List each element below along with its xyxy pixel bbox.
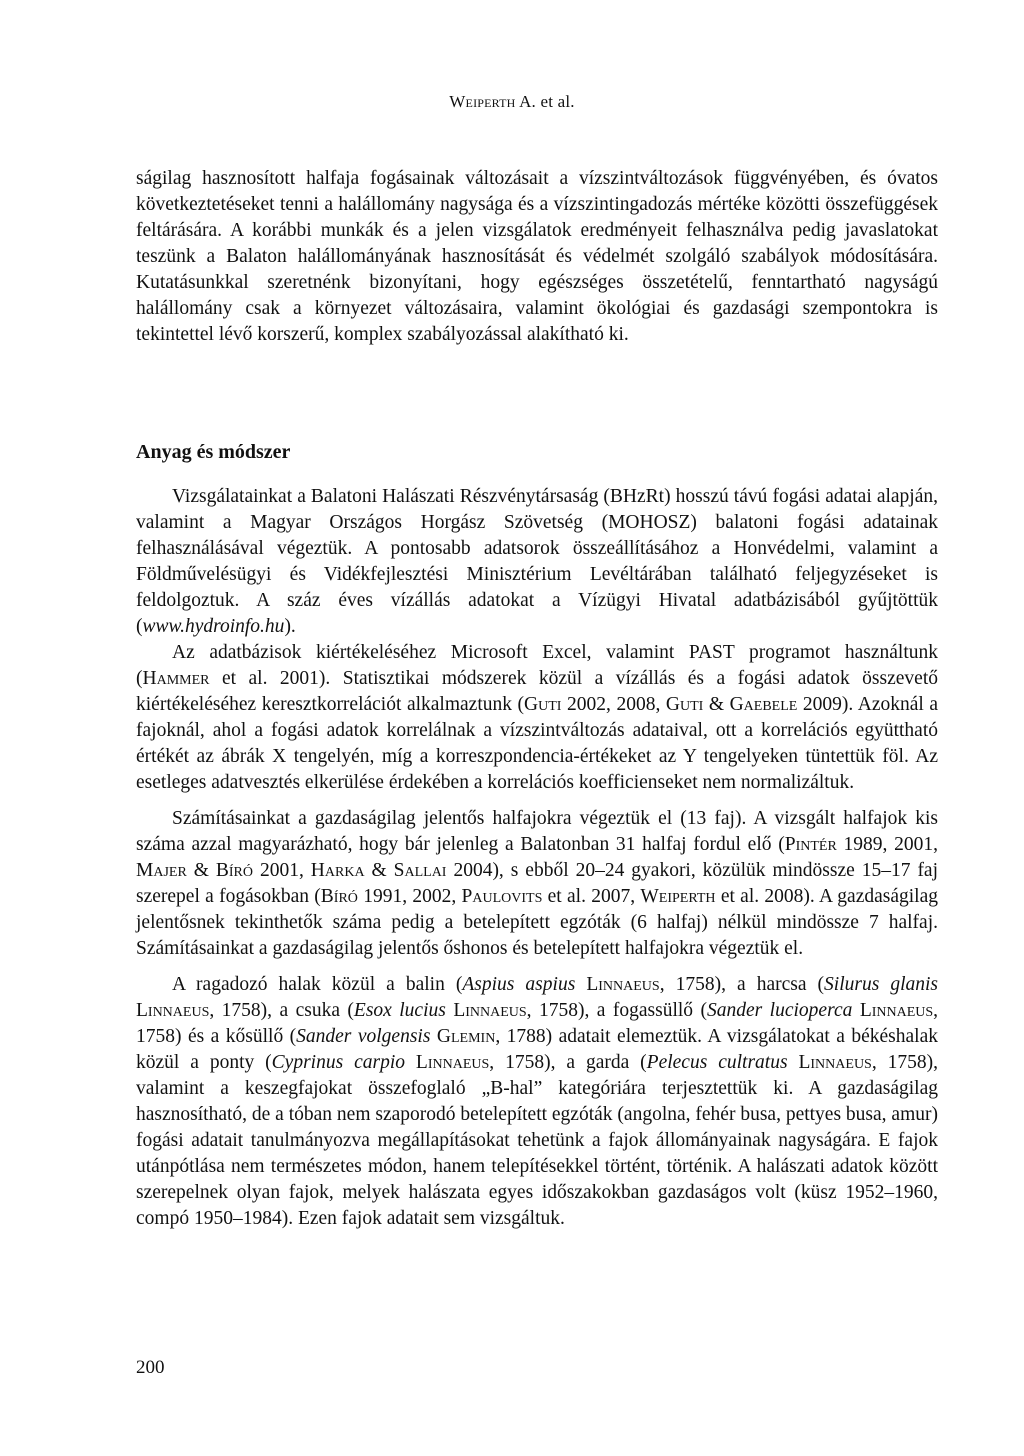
citation-gaebele: Gaebele (729, 694, 798, 715)
running-header (0, 92, 1024, 112)
citation-paulovits: Paulovits (461, 886, 543, 907)
citation-linnaeus-6: Linnaeus (798, 1052, 872, 1073)
p3-a: Számításainkat a gazdaságilag jelentős halfajokra végeztük el (13 faj). A vizsgált halfajok kis száma azzal magyarázható, hogy bár jelenleg a Balatonban 31 halfaj fordul elő ( (136, 808, 938, 855)
citation-linnaeus-1: Linnaeus (586, 974, 660, 995)
intro-paragraph: ságilag hasznosított halfaja fogásainak változásait a vízszintváltozások függvényében, és óvatos következtetéseket tenni a halállomány nagysága és a vízszintingadozás mértéke közötti összefüggések feltárására. A korábbi munkák és a jelen vizsgálatok eredményeit felhasználva pedig javaslatokat teszünk a Balaton halállományának hasznosítását és védelmét szolgáló szabályok módosítására. Kutatásunkkal szeretnénk bizonyítani, hogy egészséges összetételű, fenntartható nagyságú halállomány csak a környezet változásaira, valamint ökológiai és gazdasági szempontokra is tekintettel lévő korszerű, komplex szabályozással alakítható ki. (136, 168, 938, 345)
species-sander-lucioperca: Sander lucioperca (707, 1000, 853, 1021)
intro-paragraph-block (136, 166, 938, 348)
p3-b: 1989, 2001, (836, 834, 938, 855)
p2-c: 2002, 2008, (561, 694, 666, 715)
p4-e: , 1758) és a kősüllő ( (136, 1000, 939, 1047)
species-cyprinus-carpio: Cyprinus carpio (271, 1052, 405, 1073)
p3-c: & (186, 860, 216, 881)
citation-guti-1: Guti (524, 694, 562, 715)
p3-d: 2001, (253, 860, 311, 881)
methods-p1-end: ). (284, 616, 296, 637)
p3-e: & (364, 860, 394, 881)
citation-glemin: Glemin (436, 1026, 496, 1047)
species-silurus-glanis: Silurus glanis (824, 974, 939, 995)
citation-linnaeus-4: Linnaeus (859, 1000, 934, 1021)
p3-f: 2004), s ebből 20–24 gyakori, közülük mindössze 15–17 faj szerepel a fogásokban ( (136, 860, 939, 907)
methods-paragraph-3 (136, 806, 938, 962)
methods-paragraph-1 (136, 484, 938, 640)
p4-h: , 1758), valamint a keszegfajokat összefoglaló „B-hal” kategóriára terjesztettük ki. A gazdaságilag hasznosítható, de a tóban nem szaporodó betelepített egzóták (angolna, fehér busa, pettyes busa, amur) fogási adatait tanulmányozva megállapításokat tehetünk a fajok állományainak nagyságára. E fajok utánpótlása nem természetes módon, hanem telepítésekkel történt, történik. A halászati adatok között szerepelnek olyan fajok, melyek halászata egyes időszakokban gazdaságos volt (küsz 1952–1960, compó 1950–1984). Ezen fajok adatait sem vizsgáltuk. (136, 1052, 939, 1229)
p3-h: et al. 2007, (542, 886, 641, 907)
p2-b: et al. 2001). Statisztikai módszerek közül a vízállás és a fogási adatok összevető kiértékeléséhez keresztkorrelációt alkalmaztunk ( (136, 668, 938, 715)
p4-b: , 1758), a harcsa ( (659, 974, 825, 995)
header-author: Weiperth (449, 92, 516, 111)
p3-i: et al. 2008). A gazdaságilag jelentősnek tekinthetők száma pedig a betelepített egzóták (6 halfaj) nélkül mindössze 7 halfaj. Számításainkat a gazdaságilag jelentős őshonos és betelepített halfajokra végeztük el. (136, 886, 938, 959)
citation-guti-2: Guti (665, 694, 704, 715)
citation-pinter: Pintér (784, 834, 837, 855)
hydroinfo-url: www.hydroinfo.hu (142, 616, 285, 637)
citation-biro-1: Bíró (215, 860, 253, 881)
p3-g: 1991, 2002, (357, 886, 462, 907)
section-title: Anyag és módszer (136, 441, 291, 463)
citation-sallai: Sallai (393, 860, 447, 881)
p4-c: , 1758), a csuka ( (209, 1000, 354, 1021)
p2-e: 2009). Azoknál a fajoknál, ahol a fogási adatok korrelálnak a vízszintváltozás adataival, ott a korrelációs együttható értékét az ábrák X tengelyén, míg a korreszpondencia-értékeket az Y tengelyeken tüntettük föl. Az esetleges adatvesztés elkerülése érdekében a korrelációs koefficienseket nem normalizáltuk. (136, 694, 939, 793)
methods-paragraph-2 (136, 640, 938, 796)
citation-harka: Harka (310, 860, 365, 881)
citation-linnaeus-2: Linnaeus (136, 1000, 210, 1021)
p4-g: , 1758), a garda ( (489, 1052, 647, 1073)
species-esox-lucius: Esox lucius (353, 1000, 446, 1021)
methods-p1-text: Vizsgálatainkat a Balatoni Halászati Részvénytársaság (BHzRt) hosszú távú fogási adatai alapján, valamint a Magyar Országos Horgász Szövetség (MOHOSZ) balatoni fogási adatainak felhasználásával végeztük. A pontosabb adatsorok összeállításához a Honvédelmi, valamint a Földművelésügyi és Vidékfejlesztési Minisztérium Levéltárában található feljegyzéseket is feldolgoztuk. A száz éves vízállás adatokat a Vízügyi Hivatal adatbázisából gyűjtöttük ( (136, 486, 938, 637)
methods-paragraph-4 (136, 972, 938, 1232)
citation-weiperth: Weiperth (640, 886, 716, 907)
header-author-rest: A. et al. (515, 92, 575, 111)
species-aspius-aspius: Aspius aspius (462, 974, 576, 995)
citation-linnaeus-3: Linnaeus (453, 1000, 527, 1021)
p2-d: & (703, 694, 730, 715)
citation-majer: Majer (136, 860, 187, 881)
citation-hammer: Hammer (142, 668, 210, 689)
p4-a: A ragadozó halak közül a balin ( (172, 974, 463, 995)
p4-f: , 1788) adatait elemeztük. A vizsgálatokat a békéshalak közül a ponty ( (136, 1026, 938, 1073)
page-number: 200 (136, 1357, 165, 1378)
species-sander-volgensis: Sander volgensis (296, 1026, 431, 1047)
p4-d: , 1758), a fogassüllő ( (526, 1000, 707, 1021)
p2-a: Az adatbázisok kiértékeléséhez Microsoft Excel, valamint PAST programot használtunk ( (136, 642, 938, 689)
citation-linnaeus-5: Linnaeus (415, 1052, 490, 1073)
citation-biro-2: Bíró (320, 886, 358, 907)
species-pelecus-cultratus: Pelecus cultratus (646, 1052, 788, 1073)
methods-section (136, 484, 938, 1232)
